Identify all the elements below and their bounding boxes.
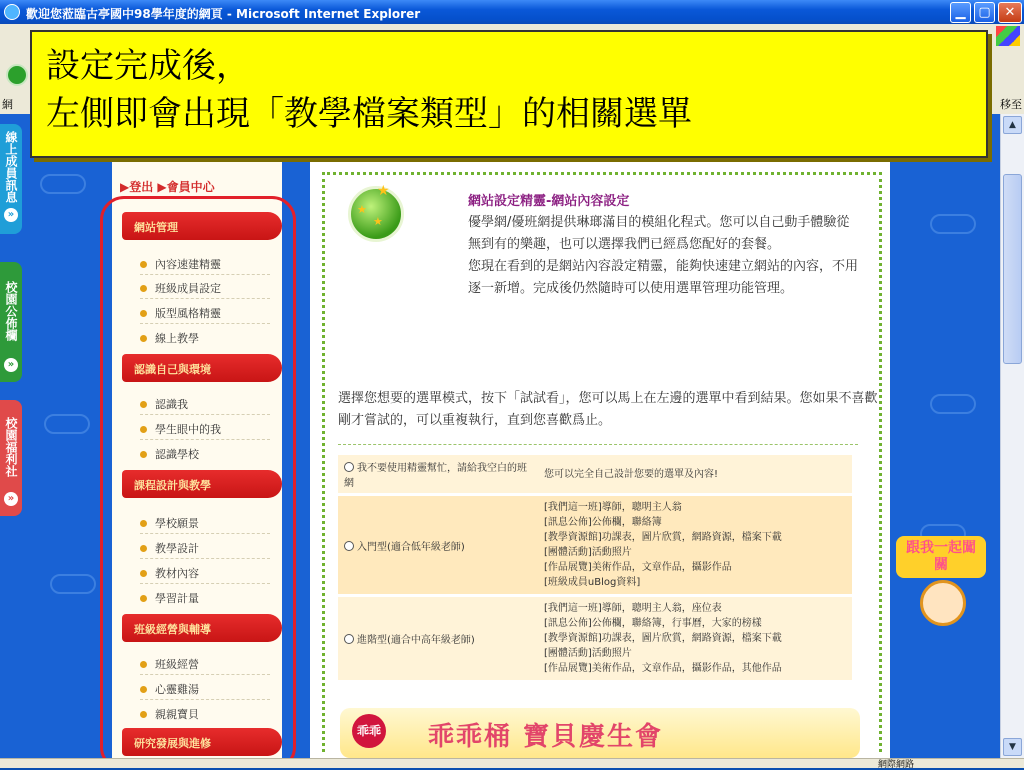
scroll-down-arrow-icon[interactable]: ▼ bbox=[1003, 738, 1022, 756]
cloud-decoration bbox=[40, 174, 86, 194]
expand-icon: » bbox=[4, 492, 18, 506]
title-bar bbox=[0, 0, 1024, 24]
cloud-decoration bbox=[50, 574, 96, 594]
expand-icon: » bbox=[4, 208, 18, 222]
option-label: 我不要使用精靈幫忙，請給我空白的班網 bbox=[344, 463, 527, 489]
top-nav-links[interactable]: ▶登出 ▶會員中心 bbox=[120, 180, 215, 194]
side-tab-bulletin[interactable] bbox=[0, 262, 22, 382]
side-tab-label: 校園公佈欄 bbox=[4, 281, 18, 341]
go-button[interactable]: 移至 bbox=[1000, 98, 1022, 111]
windows-logo-icon bbox=[996, 26, 1020, 46]
menu-template-options bbox=[338, 452, 852, 683]
ie-icon bbox=[4, 4, 20, 20]
radio-button-icon[interactable] bbox=[344, 541, 354, 551]
menu-section-curriculum[interactable]: 課程設計與教學 bbox=[122, 470, 282, 498]
menu-item[interactable]: 學習計量 bbox=[140, 590, 199, 606]
option-detail-line: [訊息公佈]公佈欄，聯絡簿 bbox=[544, 517, 662, 528]
vertical-scrollbar[interactable] bbox=[1000, 114, 1024, 758]
menu-item[interactable]: 內容速建精靈 bbox=[140, 256, 221, 272]
game-ad-text: 跟我一起闖關 bbox=[896, 536, 986, 578]
wizard-paragraph: 優學網/優班網提供琳瑯滿目的模組化程式。您可以自己動手體驗從無到有的樂趣，也可以選擇我們已經爲您配好的套餐。 bbox=[468, 215, 850, 252]
radio-button-icon[interactable] bbox=[344, 462, 354, 472]
mascot-icon bbox=[920, 580, 966, 626]
option-detail-line: [團體活動]活動照片 bbox=[544, 547, 632, 558]
menu-item[interactable]: 班級經營 bbox=[140, 656, 199, 672]
side-tab-label: 線上成員訊息 bbox=[4, 131, 18, 203]
option-label: 進階型(適合中高年級老師) bbox=[357, 635, 475, 646]
option-detail-line: [我們這一班]導師，聰明主人翁，座位表 bbox=[544, 603, 722, 614]
wizard-panel bbox=[310, 148, 890, 758]
option-detail-line: [作品展覽]美術作品，文章作品，攝影作品 bbox=[544, 562, 732, 573]
menu-section-self-environment[interactable]: 認識自己與環境 bbox=[122, 354, 282, 382]
option-radio[interactable] bbox=[338, 496, 538, 594]
menu-item[interactable]: 線上教學 bbox=[140, 330, 199, 346]
instructions-text: 選擇您想要的選單模式，按下「試試看」，您可以馬上在左邊的選單中看到結果。您如果不喜歡剛才嘗試的，可以重複執行，直到您喜歡爲止。 bbox=[338, 391, 878, 428]
callout-line: 左側即會出現「教學檔案類型」的相關選單 bbox=[46, 94, 692, 134]
side-tab-online-members[interactable] bbox=[0, 124, 22, 234]
option-label: 入門型(適合低年級老師) bbox=[357, 541, 465, 553]
close-button[interactable]: ✕ bbox=[998, 2, 1022, 23]
scroll-up-arrow-icon[interactable]: ▲ bbox=[1003, 116, 1022, 134]
option-radio[interactable] bbox=[338, 597, 538, 680]
cloud-decoration bbox=[930, 214, 976, 234]
option-detail-line: [班級成員uBlog資料] bbox=[544, 577, 641, 588]
maximize-button[interactable]: ▢ bbox=[974, 2, 995, 23]
menu-section-class-management[interactable]: 班級經營與輔導 bbox=[122, 614, 282, 642]
status-bar bbox=[0, 758, 1024, 768]
annotation-callout bbox=[30, 30, 988, 158]
option-row bbox=[338, 496, 852, 594]
highlight-outline bbox=[100, 196, 296, 758]
scroll-thumb[interactable] bbox=[1003, 174, 1022, 364]
option-radio[interactable] bbox=[338, 455, 538, 493]
option-detail bbox=[538, 455, 852, 493]
option-detail-line: [作品展覽]美術作品，文章作品，攝影作品，其他作品 bbox=[544, 663, 782, 674]
menu-item[interactable]: 版型風格精靈 bbox=[140, 305, 221, 321]
option-detail-line: [教學資源館]功課表，圖片欣賞，網路資源，檔案下載 bbox=[544, 633, 782, 644]
side-tab-welfare[interactable] bbox=[0, 400, 22, 516]
option-detail-line: [團體活動]活動照片 bbox=[544, 648, 632, 659]
menu-item[interactable]: 教材內容 bbox=[140, 565, 199, 581]
minimize-button[interactable]: ▁ bbox=[950, 2, 971, 23]
radio-button-icon[interactable] bbox=[344, 634, 354, 644]
option-detail-line: [訊息公佈]公佈欄，聯絡簿，行事曆，大家的榜樣 bbox=[544, 618, 762, 629]
cloud-decoration bbox=[930, 394, 976, 414]
menu-section-site-management[interactable]: 網站管理 bbox=[122, 212, 282, 240]
dashed-divider bbox=[338, 444, 858, 445]
banner-text: 乖乖桶 寶貝慶生會 bbox=[428, 722, 664, 752]
cloud-decoration bbox=[44, 414, 90, 434]
menu-item[interactable]: 班級成員設定 bbox=[140, 280, 221, 296]
option-detail bbox=[538, 597, 852, 680]
menu-item[interactable]: 親親寶貝 bbox=[140, 706, 199, 722]
menu-item[interactable]: 學生眼中的我 bbox=[140, 421, 221, 437]
wizard-paragraph: 您現在看到的是網站內容設定精靈，能夠快速建立網站的內容，不用逐一新增。完成後仍然隨時可以使用選單管理功能管理。 bbox=[468, 259, 859, 296]
zone-indicator: 網際網路 bbox=[877, 760, 914, 770]
game-ad[interactable] bbox=[896, 536, 986, 632]
menu-item[interactable]: 教學設計 bbox=[140, 540, 199, 556]
window-title: 歡迎您蒞臨古亭國中98學年度的網頁 - Microsoft Internet Explorer bbox=[26, 7, 421, 21]
side-tab-label: 校園福利社 bbox=[4, 417, 18, 477]
menu-item[interactable]: 認識我 bbox=[140, 396, 188, 412]
option-detail-line: [教學資源館]功課表，圖片欣賞，網路資源，檔案下載 bbox=[544, 532, 782, 543]
web-page bbox=[0, 114, 1000, 758]
menu-item[interactable]: 學校願景 bbox=[140, 515, 199, 531]
callout-line: 設定完成後， bbox=[46, 46, 250, 86]
brand-badge: 乖乖 bbox=[352, 714, 386, 748]
back-button-icon[interactable] bbox=[6, 64, 28, 86]
wizard-description bbox=[468, 212, 858, 300]
option-detail-line: 您可以完全自己設計您要的選單及內容! bbox=[544, 468, 719, 480]
wizard-title: 網站設定精靈-網站內容設定 bbox=[468, 194, 630, 209]
toolbar-fragment-left: 網 bbox=[2, 98, 13, 111]
menu-section-research[interactable]: 研究發展與進修 bbox=[122, 728, 282, 756]
option-detail-line: [我們這一班]導師，聰明主人翁 bbox=[544, 502, 682, 513]
option-row bbox=[338, 455, 852, 493]
wizard-icon: ★ ★ ★ bbox=[348, 186, 404, 242]
expand-icon: » bbox=[4, 358, 18, 372]
option-detail bbox=[538, 496, 852, 594]
option-row bbox=[338, 597, 852, 680]
menu-item[interactable]: 心靈雞湯 bbox=[140, 681, 199, 697]
menu-item[interactable]: 認識學校 bbox=[140, 446, 199, 462]
birthday-banner[interactable] bbox=[340, 708, 860, 758]
